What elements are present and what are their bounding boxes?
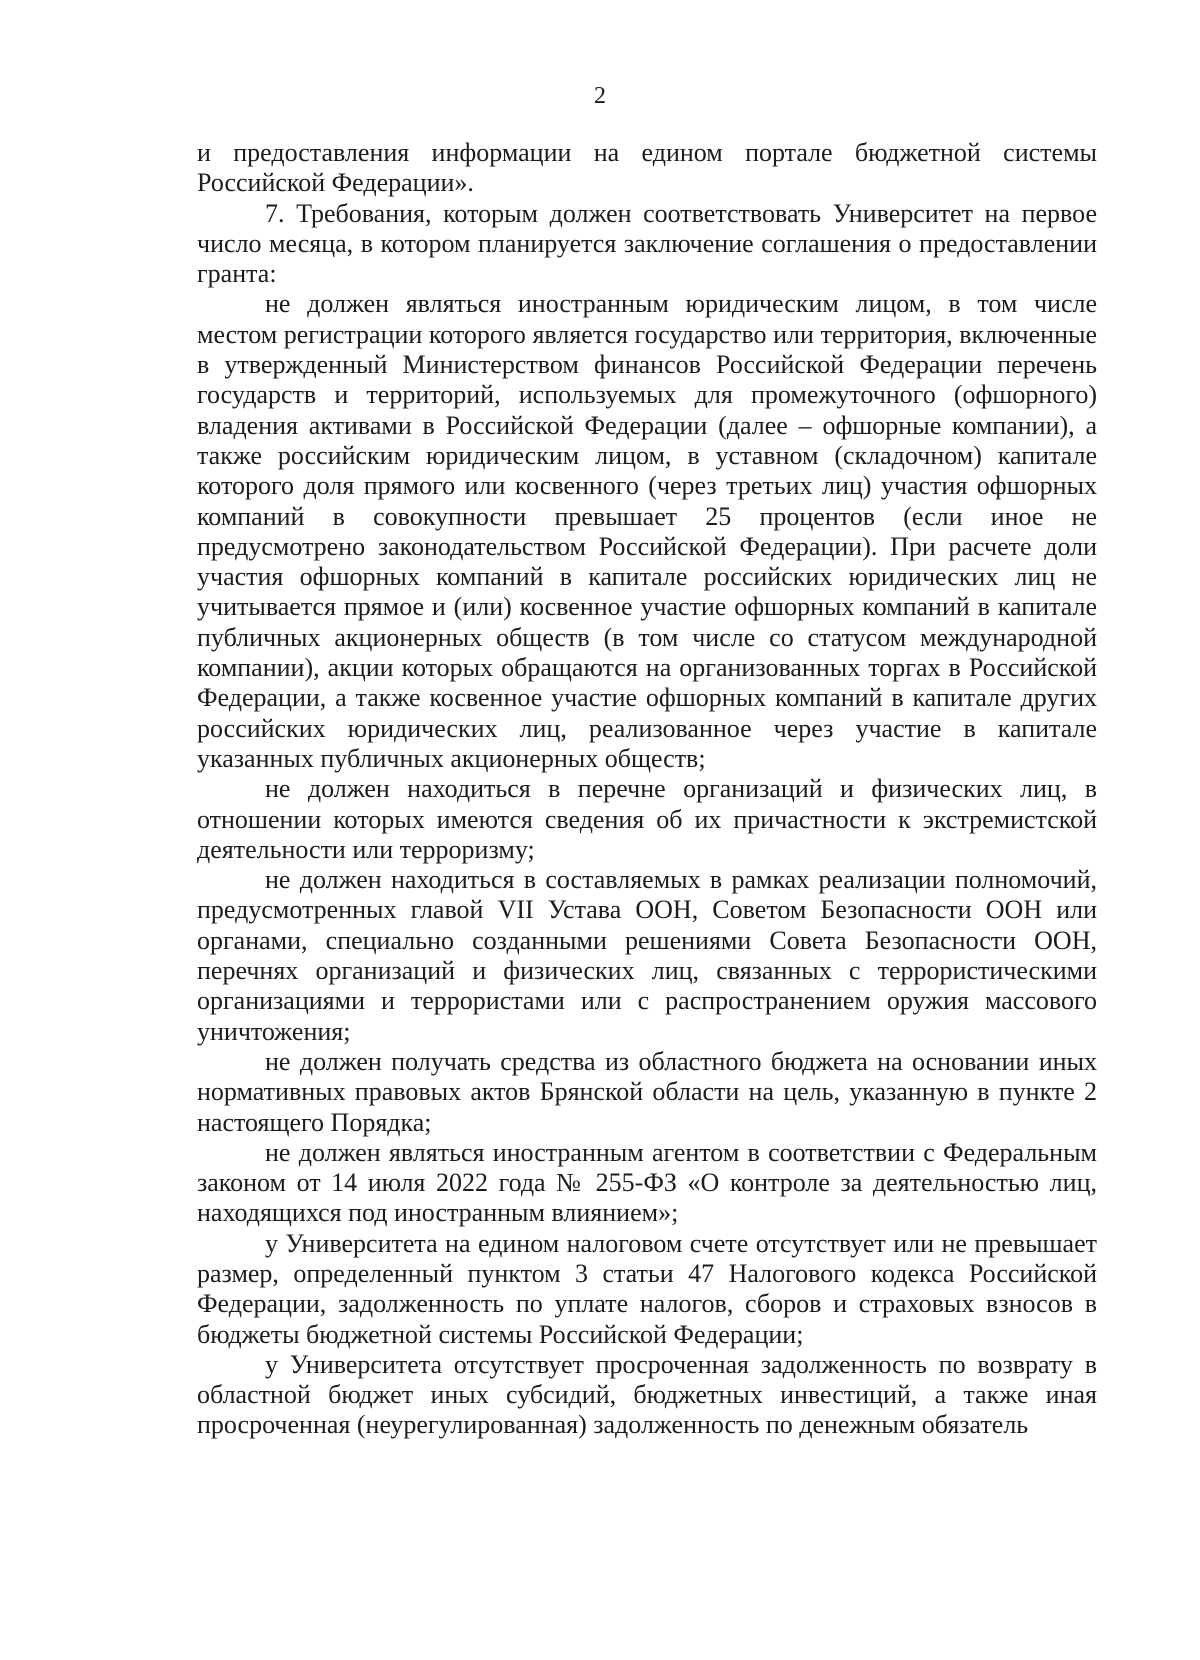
paragraph-continuation: и предоставления информации на едином портале бюджетной системы Российской Федерации». — [197, 138, 1097, 198]
paragraph-overdue-debt-requirement: у Университета отсутствует просроченная задолженность по возврату в областной бюджет иных субсидий, бюджетных инвестиций, а также иная просроченная (неурегулированная) задолженность по денежным обязатель — [197, 1349, 1097, 1440]
paragraph-un-sanctions-requirement: не должен находиться в составляемых в рамках реализации полномочий, предусмотренных главой VII Устава ООН, Советом Безопасности ООН или органами, специально созданными решениями Совета Безопасности ООН, перечнях организаций и физических лиц, связанных с террористическими организациями и террористами или с распространением оружия массового уничтожения; — [197, 865, 1097, 1046]
page-number: 2 — [594, 83, 606, 109]
paragraph-foreign-agent-requirement: не должен являться иностранным агентом в соответствии с Федеральным законом от 14 июля 2022 года № 255-ФЗ «О контроле за деятельностью лиц, находящихся под иностранным влиянием»; — [197, 1137, 1097, 1228]
paragraph-offshore-requirement: не должен являться иностранным юридическим лицом, в том числе местом регистрации которого является государство или территория, включенные в утвержденный Министерством финансов Российской Федерации перечень государств и территорий, используемых для промежуточного (офшорного) владения активами в Российской Федерации (далее – офшорные компании), а также российским юридическим лицом, в уставном (складочном) капитале которого доля прямого или косвенного (через третьих лиц) участия офшорных компаний в совокупности превышает 25 процентов (если иное не предусмотрено законодательством Российской Федерации). При расчете доли участия офшорных компаний в капитале российских юридических лиц не учитывается прямое и (или) косвенное участие офшорных компаний в капитале публичных акционерных обществ (в том числе со статусом международной компании), акции которых обращаются на организованных торгах в Российской Федерации, а также косвенное участие офшорных компаний в капитале других российских юридических лиц, реализованное через участие в капитале указанных публичных акционерных обществ; — [197, 289, 1097, 773]
paragraph-tax-debt-requirement: у Университета на едином налоговом счете отсутствует или не превышает размер, определенный пунктом 3 статьи 47 Налогового кодекса Российской Федерации, задолженность по уплате налогов, сборов и страховых взносов в бюджеты бюджетной системы Российской Федерации; — [197, 1228, 1097, 1349]
paragraph-regional-budget-requirement: не должен получать средства из областного бюджета на основании иных нормативных правовых актов Брянской области на цель, указанную в пункте 2 настоящего Порядка; — [197, 1046, 1097, 1137]
paragraph-item-7: 7. Требования, которым должен соответствовать Университет на первое число месяца, в котором планируется заключение соглашения о предоставлении гранта: — [197, 198, 1097, 289]
document-body — [197, 138, 1097, 1441]
paragraph-extremism-requirement: не должен находиться в перечне организаций и физических лиц, в отношении которых имеются сведения об их причастности к экстремистской деятельности или терроризму; — [197, 774, 1097, 864]
